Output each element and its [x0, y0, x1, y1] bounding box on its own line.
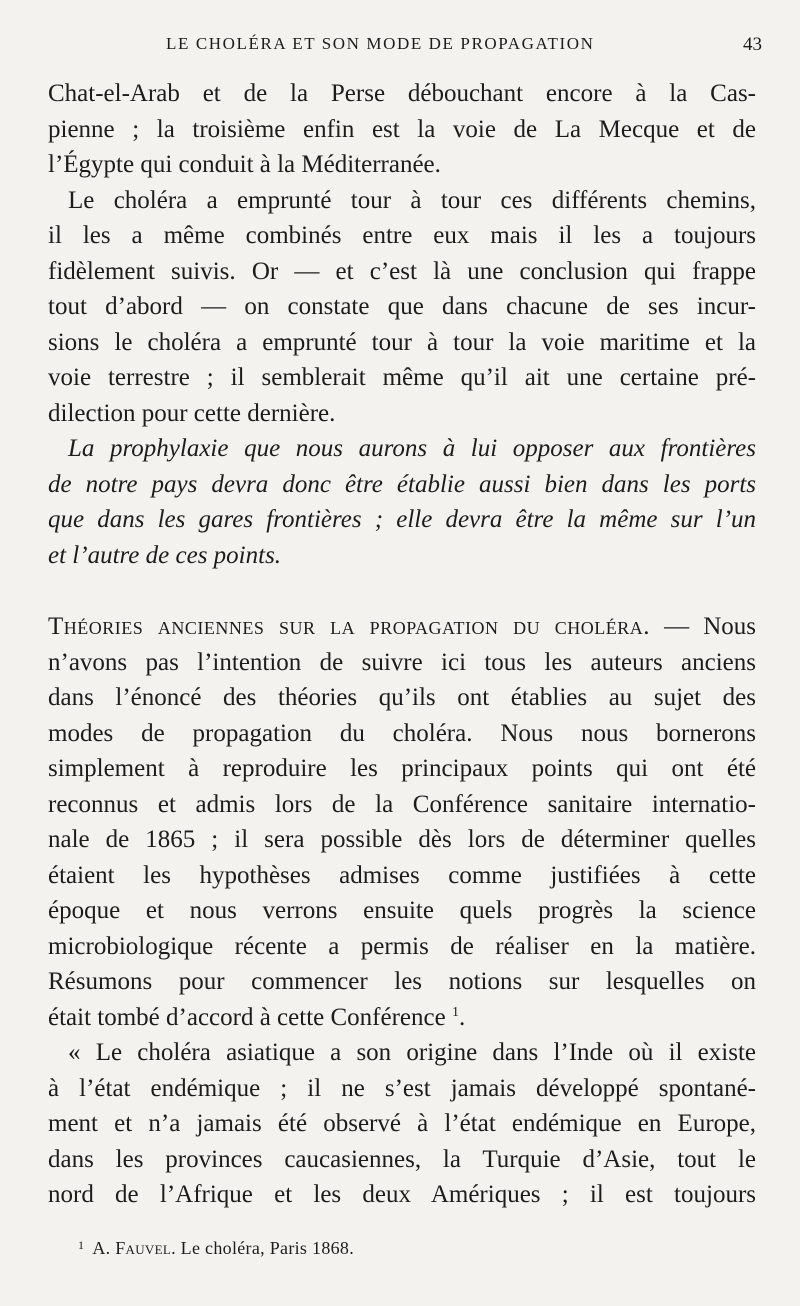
last-line-text: était tombé d’accord à cette Conférence [48, 1003, 446, 1031]
text-line: modes de propagation du choléra. Nous nous bornerons [48, 719, 756, 747]
text-line: « Le choléra asiatique a son origine dans l’Inde où il existe [68, 1039, 756, 1066]
text-line: pienne ; la troisième enfin est la voie de La Mecque et de [48, 115, 756, 143]
footnote-reference: 1 [451, 1004, 459, 1020]
text-line: et l’autre de ces points. [48, 541, 282, 569]
running-head [48, 34, 762, 62]
text-line: ment et n’a jamais été observé à l’état endémique en Europe, [48, 1110, 756, 1137]
text-line: nord de l’Afrique et les deux Amériques ; il est toujours [48, 1181, 756, 1208]
paragraph-continuation [48, 76, 756, 183]
footnote-mark: 1 [78, 1238, 85, 1252]
text-line: que dans les gares frontières ; elle devra être la même sur l’un [48, 506, 756, 533]
section-gap [48, 573, 756, 609]
text-line: Résumons pour commencer les notions sur lesquelles on [48, 968, 756, 995]
text-line: de notre pays devra donc être établie aussi bien dans les ports [48, 470, 756, 498]
text-line: dans l’énoncé des théories qu’ils ont établies au sujet des [48, 684, 756, 711]
footnote-author: A. Fauvel. [92, 1238, 176, 1258]
text-line: voie terrestre ; il semblerait même qu’il ait une certaine pré- [48, 364, 756, 391]
text-line [48, 1000, 756, 1036]
paragraph-ancient-theories [48, 609, 756, 1035]
text-line: il les a même combinés entre eux mais il les a toujours [48, 222, 756, 249]
text-line [48, 609, 756, 645]
text-line: fidèlement suivis. Or — et c’est là une conclusion qui frappe [48, 257, 756, 285]
running-head-title: LE CHOLÉRA ET SON MODE DE PROPAGATION [166, 34, 595, 53]
footnote-text: Le choléra, Paris 1868. [175, 1238, 355, 1258]
text-line: La prophylaxie que nous aurons à lui opposer aux frontières [68, 435, 756, 462]
text-line: époque et nous verrons ensuite quels progrès la science [48, 897, 756, 924]
text-line: nale de 1865 ; il sera possible dès lors de déterminer quelles [48, 826, 756, 853]
text-line: l’Égypte qui conduit à la Méditerranée. [48, 151, 441, 178]
text-line: sions le choléra a emprunté tour à tour la voie maritime et la [48, 328, 756, 356]
text-line: reconnus et admis lors de la Conférence sanitaire internatio- [48, 790, 756, 818]
text-line: Chat-el-Arab et de la Perse débouchant encore à la Cas- [48, 80, 756, 107]
text-line: simplement à reproduire les principaux points qui ont été [48, 755, 756, 782]
text-line: tout d’abord — on constate que dans chacune de ses incur- [48, 293, 756, 320]
paragraph-quotation [48, 1035, 756, 1213]
section-heading: Théories anciennes sur la propagation du choléra. [48, 613, 650, 640]
heading-rest: — Nous [650, 613, 756, 640]
text-line: microbiologique récente a permis de réaliser en la matière. [48, 932, 756, 960]
text-line: dilection pour cette dernière. [48, 399, 336, 427]
body-text [48, 76, 756, 1213]
last-line-end: . [458, 1003, 466, 1031]
text-line: à l’état endémique ; il ne s’est jamais développé spontané- [48, 1074, 756, 1102]
text-line: n’avons pas l’intention de suivre ici tous les auteurs anciens [48, 648, 756, 676]
text-line: dans les provinces caucasiennes, la Turquie d’Asie, tout le [48, 1145, 756, 1173]
page-number: 43 [743, 34, 762, 55]
text-line: Le choléra a emprunté tour à tour ces différents chemins, [68, 186, 756, 214]
footnote [78, 1238, 758, 1259]
text-line: étaient les hypothèses admises comme justifiées à cette [48, 861, 756, 889]
paragraph-routes [48, 183, 756, 432]
paragraph-prophylaxis-italic [48, 431, 756, 573]
